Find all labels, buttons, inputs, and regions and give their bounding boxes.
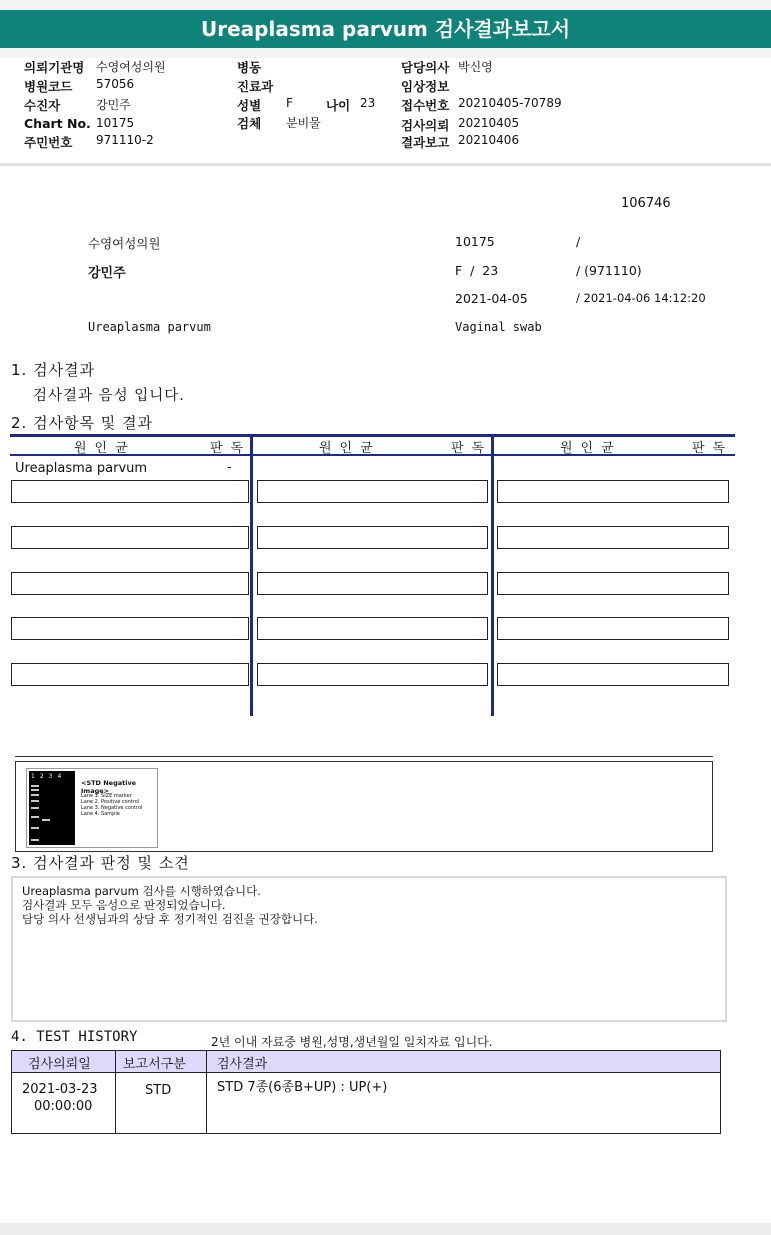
col-pathogen-header-2: 원인균 [319, 441, 381, 456]
gel-lane-numbers: 1234 [31, 773, 67, 780]
history-row-date: 2021-03-23 [22, 1082, 98, 1097]
col-pathogen-header-1: 원인균 [74, 441, 136, 456]
patient-value: 강민주 [96, 98, 131, 112]
result-box [11, 480, 249, 503]
ward-label: 병동 [237, 60, 262, 75]
gel-image-title: <STD Negative Image> [81, 779, 137, 795]
gel-band [31, 785, 39, 787]
gel-band [31, 827, 39, 829]
summary-birth: / (971110) [576, 263, 642, 278]
gel-legend-line: Lane 1. SIZE marker [81, 793, 132, 799]
gel-band [31, 800, 39, 802]
opinion-line: Ureaplasma parvum 검사를 시행하였습니다. [22, 884, 261, 898]
doctor-label: 담당의사 [401, 60, 450, 75]
page-footer [0, 1223, 771, 1235]
hospital-code-value: 57056 [96, 77, 135, 91]
history-header-result: 검사결과 [217, 1057, 268, 1072]
doctor-value: 박신영 [458, 60, 493, 74]
results-table-divider-2 [491, 434, 494, 716]
request-date-label: 검사의뢰 [401, 118, 450, 133]
receipt-no-label: 접수번호 [401, 98, 450, 113]
gel-photo [29, 771, 75, 845]
summary-report-datetime: / 2021-04-06 14:12:20 [576, 291, 706, 305]
rrn-value: 971110-2 [96, 133, 154, 147]
result-box [11, 572, 249, 595]
report-date-label: 결과보고 [401, 135, 450, 150]
gel-legend-line: Lane 4. Sample [81, 811, 120, 817]
department-label: 진료과 [237, 79, 274, 94]
report-id-number: 106746 [621, 196, 671, 211]
report-header [0, 0, 771, 58]
gel-band [31, 839, 39, 841]
summary-separator: / [576, 234, 581, 249]
history-note: 2년 이내 자료중 병원,성명,생년월일 일치자료 입니다. [211, 1035, 493, 1049]
institution-value: 수영여성의원 [96, 60, 166, 74]
result-box [11, 526, 249, 549]
result-box [11, 617, 249, 640]
report-date-value: 20210406 [458, 133, 520, 147]
summary-request-date: 2021-04-05 [455, 291, 528, 306]
history-row-result: STD 7종(6종B+UP) : UP(+) [217, 1080, 388, 1095]
summary-test-name: Ureaplasma parvum [88, 320, 211, 334]
section4-title: 4. TEST HISTORY [11, 1029, 138, 1045]
chart-no-value: 10175 [96, 116, 135, 130]
gel-band [31, 789, 39, 791]
gel-band [31, 794, 39, 796]
history-table [11, 1050, 721, 1134]
rrn-label: 주민번호 [24, 135, 73, 150]
summary-institution: 수영여성의원 [88, 236, 161, 251]
specimen-label: 검체 [237, 116, 262, 131]
result-box [257, 572, 488, 595]
sex-label: 성별 [237, 98, 262, 113]
gel-image [26, 768, 158, 848]
gel-band [31, 807, 39, 809]
patient-label: 수진자 [24, 98, 61, 113]
chart-no-label: Chart No. [24, 116, 91, 131]
result-box [257, 526, 488, 549]
result-box [497, 480, 729, 503]
history-row-type: STD [145, 1083, 172, 1098]
summary-patient-name: 강민주 [88, 266, 126, 281]
col-result-header-2: 판독 [451, 441, 493, 456]
history-row-time: 00:00:00 [34, 1099, 93, 1114]
summary-sex-age: F / 23 [455, 263, 499, 278]
history-divider-1 [115, 1051, 116, 1133]
opinion-line: 담당 의사 선생님과의 상담 후 정기적인 검진을 권장합니다. [22, 912, 318, 926]
gel-band [31, 816, 39, 818]
section3-title: 3. 검사결과 판정 및 소견 [11, 854, 190, 872]
result-pathogen-name: Ureaplasma parvum [15, 461, 148, 476]
summary-chart-no: 10175 [455, 234, 495, 249]
age-value: 23 [360, 96, 376, 110]
gel-image-frame [15, 761, 713, 852]
report-title: Ureaplasma parvum 검사결과보고서 [0, 10, 771, 48]
section2-title: 2. 검사항목 및 결과 [11, 414, 154, 432]
result-box [497, 617, 729, 640]
history-header-type: 보고서구분 [123, 1057, 186, 1072]
gel-legend-line: Lane 3. Negative control [81, 805, 143, 811]
results-table-divider-1 [250, 434, 253, 716]
result-box [11, 663, 249, 686]
sex-value: F [286, 96, 293, 110]
col-result-header-3: 판독 [692, 441, 734, 456]
result-box [257, 480, 488, 503]
summary-specimen: Vaginal swab [455, 320, 542, 334]
hospital-code-label: 병원코드 [24, 79, 73, 94]
age-label: 나이 [326, 98, 351, 113]
opinion-line: 검사결과 모두 음성으로 판정되었습니다. [22, 898, 226, 912]
opinion-box [11, 876, 727, 1022]
col-pathogen-header-3: 원인균 [560, 441, 622, 456]
history-header-row [12, 1051, 720, 1073]
result-box [257, 663, 488, 686]
gel-legend-line: Lane 2. Positive control [81, 799, 140, 805]
result-value: - [227, 460, 232, 475]
col-result-header-1: 판독 [210, 441, 252, 456]
receipt-no-value: 20210405-70789 [458, 96, 562, 110]
patient-info-panel [0, 58, 771, 166]
result-box [497, 572, 729, 595]
image-separator [15, 756, 713, 757]
request-date-value: 20210405 [458, 116, 520, 130]
result-box [497, 526, 729, 549]
section1-title: 1. 검사결과 [11, 361, 96, 379]
section1-result-text: 검사결과 음성 입니다. [33, 388, 185, 404]
specimen-value: 분비물 [286, 116, 321, 130]
result-box [257, 617, 488, 640]
history-divider-2 [206, 1051, 207, 1133]
result-box [497, 663, 729, 686]
gel-band [42, 819, 50, 821]
history-header-date: 검사의뢰일 [28, 1057, 91, 1072]
institution-label: 의뢰기관명 [24, 60, 85, 75]
clinical-info-label: 임상정보 [401, 79, 450, 94]
